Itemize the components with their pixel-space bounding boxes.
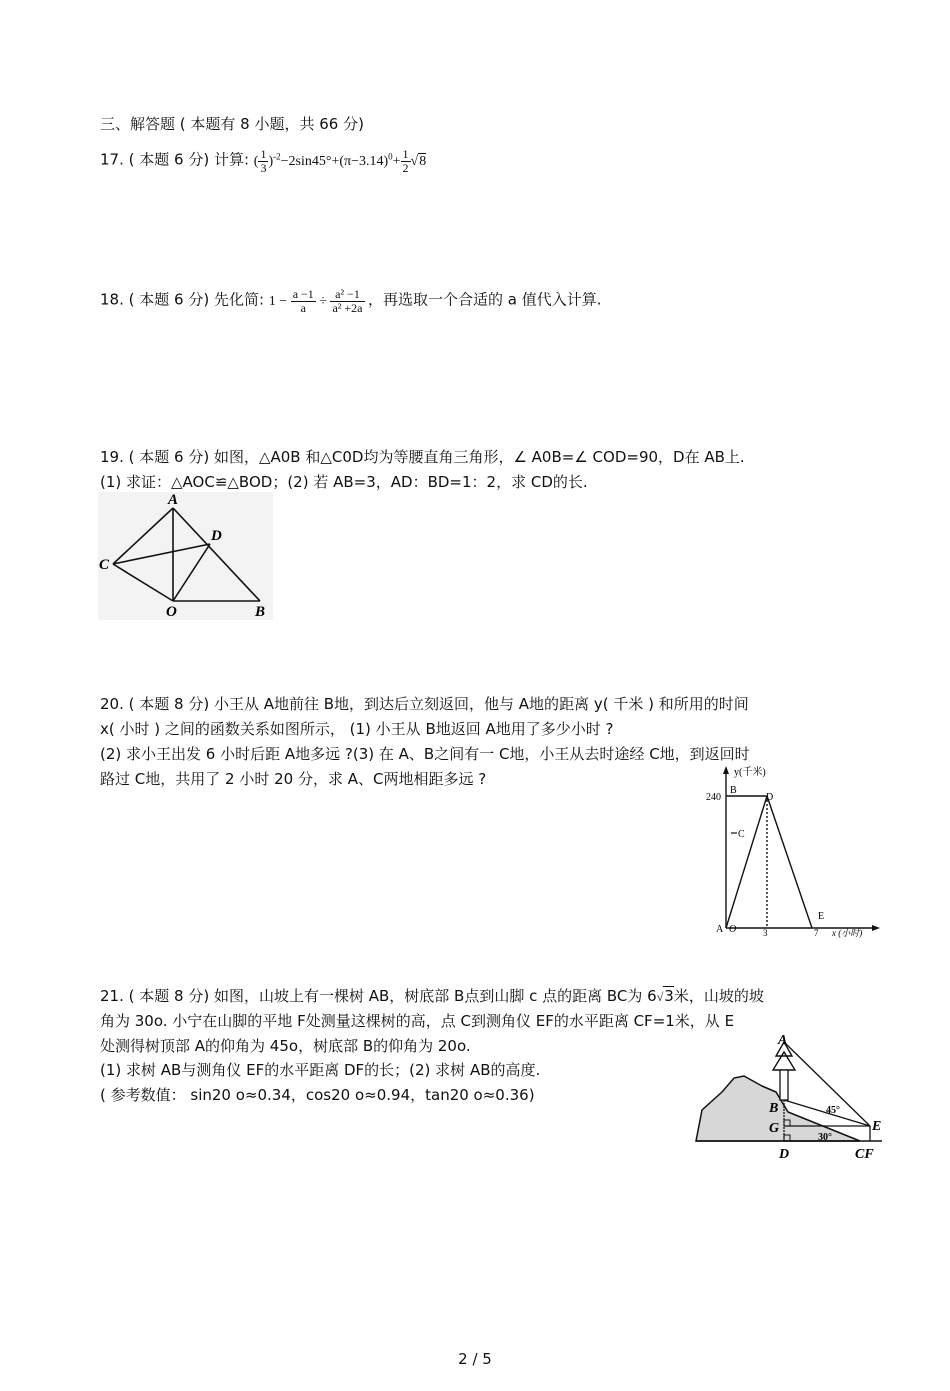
y-tick-240: 240 <box>706 792 721 803</box>
q20-line-1: 20. ( 本题 8 分) 小王从 A地前往 B地，到达后立刻返回，他与 A地的距离 y( 千米 ) 和所用的时间 <box>100 695 749 713</box>
q20-line-3: (2) 求小王出发 6 小时后距 A地多远 ?(3) 在 A、B之间有一 C地，小王从去时途经 C地，到返回时 <box>100 745 750 763</box>
question-17 <box>100 146 426 175</box>
label-O: O <box>166 604 177 620</box>
q21-line-1: 21. ( 本题 8 分) 如图，山坡上有一棵树 AB，树底部 B点到山脚 c 点的距离 BC为 6√3米，山坡的坡 <box>100 987 764 1005</box>
label-D: D <box>779 1147 790 1162</box>
q19-line-1: 19. ( 本题 6 分) 如图，△A0B 和△C0D均为等腰直角三角形，∠ A0B=∠ COD=90，D在 AB上. <box>100 448 745 466</box>
label-G: G <box>769 1121 780 1136</box>
q18-expression: 1 − $\frac{a -1}{a}$ ÷ $\frac{\text{a² −1}}{\text{a² +2a}}$ <box>268 287 363 315</box>
q18-prefix: 18. ( 本题 6 分) 先化简: <box>100 290 264 309</box>
q19-line-2: (1) 求证：△AOC≌△BOD；(2) 若 AB=3，AD：BD=1：2，求 CD的长. <box>100 473 588 491</box>
q20-axes <box>726 770 876 928</box>
y-axis-label: y(千米) <box>734 767 766 778</box>
q20-plot-lines <box>726 796 812 928</box>
label-CF: CF <box>855 1147 874 1162</box>
label-C: C <box>99 557 110 573</box>
y-axis-arrow <box>723 766 729 774</box>
question-18 <box>100 288 602 315</box>
point-A: A <box>716 924 724 935</box>
q21-figure <box>692 1034 884 1162</box>
point-D: D <box>766 792 774 803</box>
label-A: A <box>168 492 179 508</box>
label-A: A <box>778 1033 788 1048</box>
point-C: C <box>738 829 745 840</box>
origin-O: O <box>729 924 737 935</box>
q17-expression: ( $\frac{1}{3}$ )$^{-2}-2\sin 45^\circ+(\pi-3.14)^0+$ $\frac{1}{2}$ √8 <box>253 146 427 175</box>
x-axis-arrow <box>872 925 880 931</box>
label-D: D <box>211 528 222 544</box>
section-heading: 三、解答题 ( 本题有 8 小题，共 66 分) <box>100 115 364 133</box>
q21-line-3: 处测得树顶部 A的仰角为 45o，树底部 B的仰角为 20o. <box>100 1037 471 1055</box>
label-B: B <box>255 604 266 620</box>
angle-30: 30° <box>818 1132 832 1143</box>
q21-sight-lines <box>784 1042 870 1141</box>
label-B: B <box>769 1101 779 1116</box>
tree-trunk <box>780 1070 788 1100</box>
q21-line-2: 角为 30o. 小宁在山脚的平地 F处测量这棵树的高，点 C到测角仪 EF的水平距离 CF=1米，从 E <box>100 1012 735 1030</box>
label-E: E <box>872 1119 882 1134</box>
angle-45: 45° <box>826 1105 840 1116</box>
q21-line-4: (1) 求树 AB与测角仪 EF的水平距离 DF的长；(2) 求树 AB的高度. <box>100 1061 541 1079</box>
x-axis-label: x (小时) <box>832 928 863 938</box>
q20-line-2: x( 小时 ) 之间的函数关系如图所示， (1) 小王从 B地返回 A地用了多少小时 ? <box>100 720 614 738</box>
q18-suffix: ，再选取一个合适的 a 值代入计算. <box>368 290 602 309</box>
x-tick-7: 7 <box>814 928 819 938</box>
q20-graph <box>704 764 880 942</box>
q17-prefix: 17. ( 本题 6 分) 计算: <box>100 150 249 169</box>
q19-figure <box>98 492 273 620</box>
point-B: B <box>730 785 737 796</box>
page-number: 2 / 5 <box>458 1350 492 1368</box>
q21-line-5: ( 参考数值： sin20 o≈0.34，cos20 o≈0.94，tan20 o≈0.36) <box>100 1086 535 1104</box>
point-E: E <box>818 911 825 922</box>
x-tick-3: 3 <box>763 928 768 938</box>
q20-line-4: 路过 C地，共用了 2 小时 20 分，求 A、C两地相距多远 ? <box>100 770 487 788</box>
